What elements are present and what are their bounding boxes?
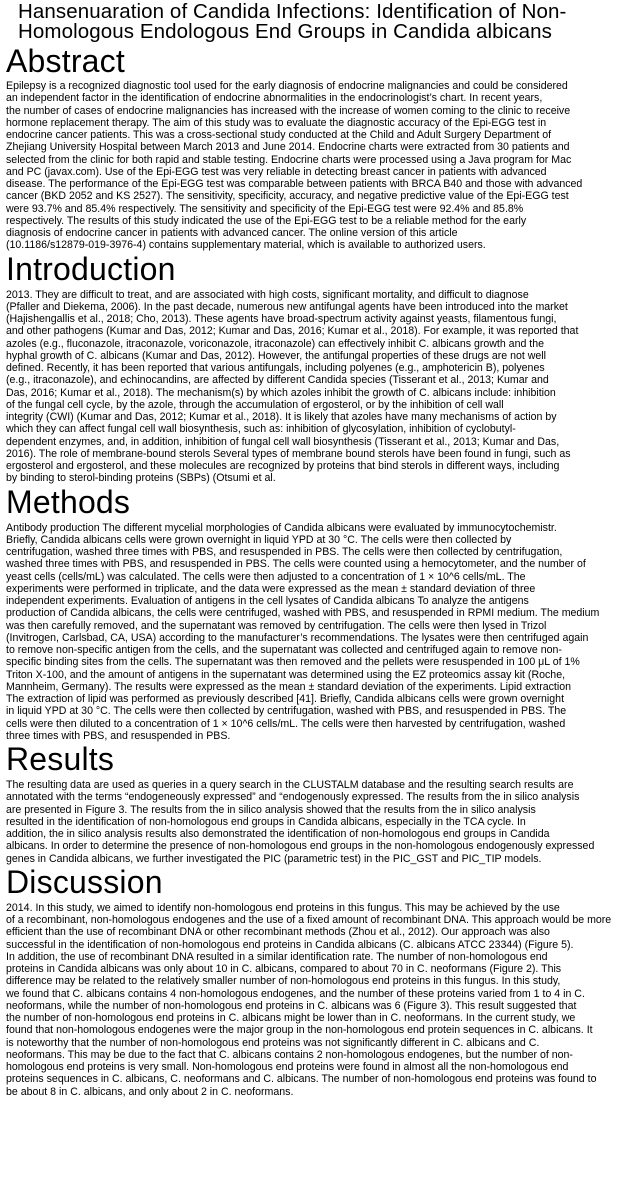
results-section	[6, 742, 634, 865]
discussion-section	[6, 865, 634, 1098]
discussion-text: 2014. In this study, we aimed to identify non-homologous end proteins in this fungus. This may be achieved by the use of a recombinant, non-homologous endogenes and the use of a fixed amount of recombinant DNA. This approach would be more efficient than the use of recombinant DNA or other recombinant methods (Zhou et al., 2012). Our approach was also successful in the identification of non-homologous end proteins in Candida albicans (C. albicans ATCC 23344) (Figure 5). In addition, the use of recombinant DNA resulted in a similar identification rate. The number of non-homologous end proteins in Candida albicans was only about 10 in C. albicans, compared to about 70 in C. neoformans (Figure 2). This difference may be related to the relatively smaller number of non-homologous end proteins in this fungus. In this study, we found that C. albicans contains 4 non-homologous endogenes, and the number of these proteins varied from 1 to 4 in C. neoformans, while the number of non-homologous end proteins in C. albicans was 6 (Figure 3). This result suggested that the number of non-homologous end proteins in C. albicans might be lower than in C. neoformans. In the current study, we found that non-homologous endogenes were the major group in the non-homologous end protein sequences in C. albicans. It is noteworthy that the number of non-homologous end proteins was not significantly different in C. albicans and C. neoformans. This may be due to the fact that C. albicans contains 2 non-homologous endogenes, but the number of non- homologous end proteins is very small. Non-homologous end proteins were found in almost all the non-homologous end proteins sequences in C. albicans, C. neoformans and C. albicans. The number of non-homologous end proteins was found to be about 8 in C. albicans, and only about 2 in C. neoformans.	[6, 901, 612, 1098]
methods-text: Antibody production The different mycelial morphologies of Candida albicans were evaluated by immunocytochemistr. Briefly, Candida albicans cells were grown overnight in liquid YPD at 30 °C. The cells were then collected by centrifugation, washed three times with PBS, and resuspended in PBS. The cells were then collected by centrifugation, washed three times with PBS, and resuspended in PBS. The cells were counted using a hemocytometer, and the number of yeast cells (cells/mL) was calculated. The cells were then adjusted to a concentration of 1 × 10^6 cells/mL. The experiments were performed in triplicate, and the data were expressed as the mean ± standard deviation of three independent experiments. Evaluation of antigens in the cell lysates of Candida albicans To analyze the antigens production of Candida albicans, the cells were centrifuged, washed with PBS, and resuspended in RPMI medium. The medium was then carefully removed, and the supernatant was removed by centrifugation. The cells were then lysed in Trizol (Invitrogen, Carlsbad, CA, USA) according to the manufacturer’s recommendations. The lysates were then centrifuged again to remove non-specific antigen from the cells, and the supernatant was collected and centrifuged again to remove non- specific binding sites from the cells. The supernatant was then removed and the pellets were resuspended in 100 μL of 1% Triton X-100, and the amount of antigens in the supernatant was determined using the EZ proteomics assay kit (Roche, Mannheim, Germany). The results were expressed as the mean ± standard deviation of the experiments. Lipid extraction The extraction of lipid was performed as previously described [41]. Briefly, Candida albicans cells were grown overnight in liquid YPD at 30 °C. The cells were then collected by centrifugation, washed with PBS, and resuspended in PBS. The cells were then diluted to a concentration of 1 × 10^6 cells/mL. The cells were then harvested by centrifugation, washed three times with PBS, and resuspended in PBS.	[6, 521, 600, 742]
results-text: The resulting data are used as queries in a query search in the CLUSTALM database and the resulting search results are annotated with the terms “endogeneously expressed” and “endogenously expressed. The results from the in silico analysis are presented in Figure 3. The results from the in silico analysis showed that the results from the in silico analysis resulted in the identification of non-homologous end groups in Candida albicans, especially in the TCA cycle. In addition, the in silico analysis results also demonstrated the identification of non-homologous end groups in Candida albicans. In order to determine the presence of non-homologous end groups in the non-homologous endogenously expressed genes in Candida albicans, we further investigated the PIC (parametric test) in the PIC_GST and PIC_TIP models.	[6, 779, 595, 865]
results-heading: Results	[6, 741, 115, 777]
introduction-heading: Introduction	[6, 250, 176, 287]
abstract-section	[6, 44, 634, 252]
introduction-text: 2013. They are difficult to treat, and are associated with high costs, significant mortality, and difficult to diagnose (Pfaller and Diekema, 2006). In the past decade, numerous new antifungal agents have been introduced into the market (Hajishengallis et al., 2018; Cho, 2013). These agents have broad-spectrum activity against yeasts, filamentous fungi, and other pathogens (Kumar and Das, 2012; Kumar and Das, 2016; Kumar et al., 2018). For example, it was reported that azoles (e.g., fluconazole, itraconazole, voriconazole, itraconazole) can effectively inhibit C. albicans growth and the hyphal growth of C. albicans (Kumar and Das, 2012). However, the antifungal properties of these drugs are not well defined. Recently, it has been reported that various antifungals, including polyenes (e.g., amphotericin B), polyenes (e.g., itraconazole), and echinocandins, are affected by different Candida species (Tisserant et al., 2013; Kumar and Das, 2016; Kumar et al., 2018). The mechanism(s) by which azoles inhibit the growth of C. albicans include: inhibition of the fungal cell cycle, by the azole, through the accumulation of ergosterol, or by the inhibition of cell wall integrity (CWI) (Kumar and Das, 2012; Kumar et al., 2018). It is likely that azoles have many mechanisms of action by which they can affect fungal cell wall biosynthesis, such as: inhibition of glycosylation, inhibition of cyclobutyl- dependent enzymes, and, in addition, inhibition of fungal cell wall biosynthesis (Tisserant et al., 2013; Kumar and Das, 2016). The role of membrane-bound sterols Several types of membrane bound sterols have been found in fungi, such as ergosterol and ergosterol, and these molecules are recognized by proteins that bind sterols in different ways, including by binding to sterol-binding proteins (SBPs) (Otsumi et al.	[6, 288, 579, 485]
methods-heading: Methods	[6, 483, 131, 520]
abstract-text: Epilepsy is a recognized diagnostic tool used for the early diagnosis of endocrine malignancies and could be considered an independent factor in the identification of endocrine abnormalities in the endocrinologist’s chart. In recent years, the number of cases of endocrine malignancies has increased with the increase of women coming to the clinic to receive hormone replacement therapy. The aim of this study was to evaluate the diagnostic accuracy of the Epi-EGG test in endocrine cancer patients. This was a cross-sectional study conducted at the Child and Adult Surgery Department of Zhejiang University Hospital between March 2013 and June 2014. Endocrine charts were extracted from 30 patients and selected from the clinic for both rapid and stable testing. Endocrine charts were processed using a Java program for Mac and PC (javax.com). Use of the Epi-EGG test was very reliable in detecting breast cancer in patients with advanced disease. The performance of the Epi-EGG test was comparable between patients with BRCA B40 and those with advanced cancer (BKD 2052 and KS 2527). The sensitivity, specificity, accuracy, and negative predictive value of the Epi-EGG test were 93.7% and 85.4% respectively. The sensitivity and specificity of the Epi-EGG test were 92.4% and 85.8% respectively. The results of this study indicated the use of the Epi-EGG test to be a reliable method for the early diagnosis of endocrine cancer in patients with advanced cancer. The online version of this article (10.1186/s12879-019-3976-4) contains supplementary material, which is available to authorized users.	[6, 80, 583, 252]
discussion-heading: Discussion	[6, 863, 163, 900]
abstract-heading: Abstract	[6, 43, 125, 79]
paper-title: Hansenuaration of Candida Infections: Identification of Non- Homologous Endologous End Groups in Candida albicans	[18, 0, 567, 43]
introduction-section	[6, 252, 634, 485]
paper-page	[0, 2, 638, 1098]
methods-section	[6, 485, 634, 743]
